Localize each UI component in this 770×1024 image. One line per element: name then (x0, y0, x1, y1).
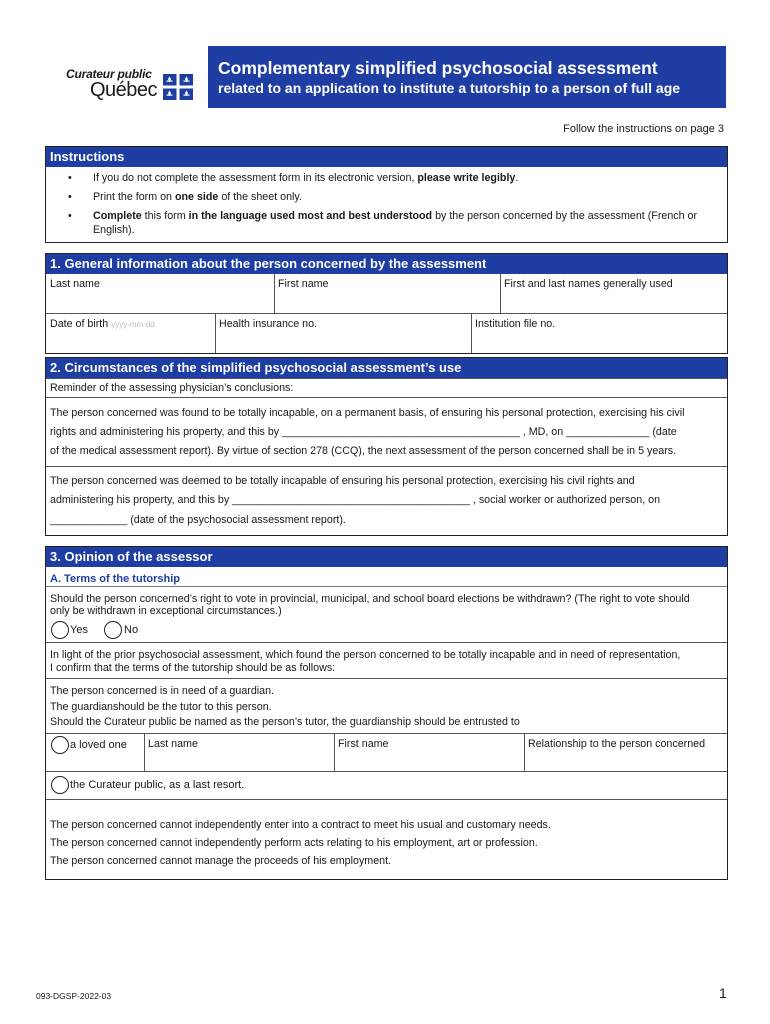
institution-file-field[interactable]: Institution file no. (475, 318, 556, 330)
last-name-field[interactable]: Last name (50, 278, 100, 290)
curateur-public-label: the Curateur public, as a last resort. (70, 779, 245, 791)
incapacity-statement-3: The person concerned cannot manage the proceeds of his employment. (50, 855, 392, 867)
light-statement-line-1: In light of the prior psychosocial assessment, which found the person concerned to be totally incapable and in need of representation, (50, 649, 681, 661)
vote-no-radio[interactable] (104, 621, 122, 639)
guardian-statement-3: Should the Curateur public be named as the person’s tutor, the guardianship should be entrusted to (50, 716, 520, 728)
form-subtitle: related to an application to institute a tutorship to a person of full age (218, 80, 681, 96)
vote-no-label: No (124, 624, 139, 636)
guardian-first-name-field[interactable]: First name (338, 738, 389, 750)
guardian-last-name-field[interactable]: Last name (148, 738, 198, 750)
physician-paragraph-line-3: of the medical assessment report). By virtue of section 278 (CCQ), the next assessment of the person concerned shall be in 5 years. (50, 445, 677, 457)
instruction-item-2: Print the form on one side of the sheet only. (93, 191, 302, 203)
physician-reminder: Reminder of the assessing physician’s conclusions: (50, 382, 294, 394)
incapacity-statement-2: The person concerned cannot independently perform acts relating to his employment, art or profession. (50, 837, 538, 849)
section-2-heading: 2. Circumstances of the simplified psychosocial assessment’s use (46, 358, 727, 378)
health-insurance-field[interactable]: Health insurance no. (219, 318, 318, 330)
terms-of-tutorship-heading: A. Terms of the tutorship (46, 571, 727, 587)
social-worker-paragraph-line-2[interactable]: administering his property, and this by ________________________________________ , social worker or authorized person, on (50, 494, 661, 506)
incapacity-statement-1: The person concerned cannot independently enter into a contract to meet his usual and customary needs. (50, 819, 551, 831)
logo-line-1: Curateur public (66, 67, 152, 81)
loved-one-radio[interactable] (51, 736, 69, 754)
guardian-statement-2: The guardianshould be the tutor to this person. (50, 701, 272, 713)
light-statement-line-2: I confirm that the terms of the tutorship should be as follows: (50, 662, 336, 674)
curateur-public-radio[interactable] (51, 776, 69, 794)
physician-paragraph-line-1: The person concerned was found to be totally incapable, on a permanent basis, of ensuring his personal protection, exercising his civil (50, 407, 685, 419)
instruction-item-1: If you do not complete the assessment form in its electronic version, please write legibly. (93, 172, 519, 184)
quebec-flag-icon (163, 74, 193, 100)
bullet-icon: • (68, 210, 72, 222)
curateur-public-logo (62, 62, 202, 106)
physician-paragraph-line-2[interactable]: rights and administering his property, and this by ________________________________________ , MD, on ______________ (date (50, 426, 677, 438)
social-worker-paragraph-line-1: The person concerned was deemed to be totally incapable of ensuring his personal protection, exercising his civil rights and (50, 475, 635, 487)
vote-yes-radio[interactable] (51, 621, 69, 639)
instructions-heading: Instructions (46, 147, 727, 167)
vote-question-line-2: only be withdrawn in exceptional circumstances.) (50, 605, 282, 617)
form-code: 093-DGSP-2022-03 (36, 991, 112, 1001)
section-3-heading: 3. Opinion of the assessor (46, 547, 727, 567)
social-worker-paragraph-line-3[interactable]: _____________ (date of the psychosocial assessment report). (50, 514, 346, 526)
guardian-relationship-field[interactable]: Relationship to the person concerned (528, 738, 706, 750)
date-placeholder: yyyy-mm-dd (111, 320, 155, 329)
bullet-icon: • (68, 191, 72, 203)
date-of-birth-field[interactable]: Date of birth yyyy-mm-dd (50, 318, 155, 330)
form-title: Complementary simplified psychosocial assessment (218, 58, 658, 78)
loved-one-label: a loved one (70, 739, 127, 751)
page-number: 1 (719, 985, 727, 1001)
first-name-field[interactable]: First name (278, 278, 329, 290)
section-1-heading: 1. General information about the person concerned by the assessment (46, 254, 727, 274)
instruction-item-3: Complete this form in the language used most and best understood by the person concerned by the assessment (French or English). (93, 210, 698, 236)
logo-line-2: Québec (90, 79, 158, 101)
vote-yes-label: Yes (70, 624, 88, 636)
bullet-icon: • (68, 172, 72, 184)
vote-question-line-1: Should the person concerned’s right to vote in provincial, municipal, and school board elections be withdrawn? (The right to vote should (50, 593, 690, 605)
guardian-statement-1: The person concerned is in need of a guardian. (50, 685, 274, 697)
names-generally-used-field[interactable]: First and last names generally used (504, 278, 673, 290)
follow-instructions-note: Follow the instructions on page 3 (563, 123, 724, 135)
form-title-banner (208, 46, 726, 108)
